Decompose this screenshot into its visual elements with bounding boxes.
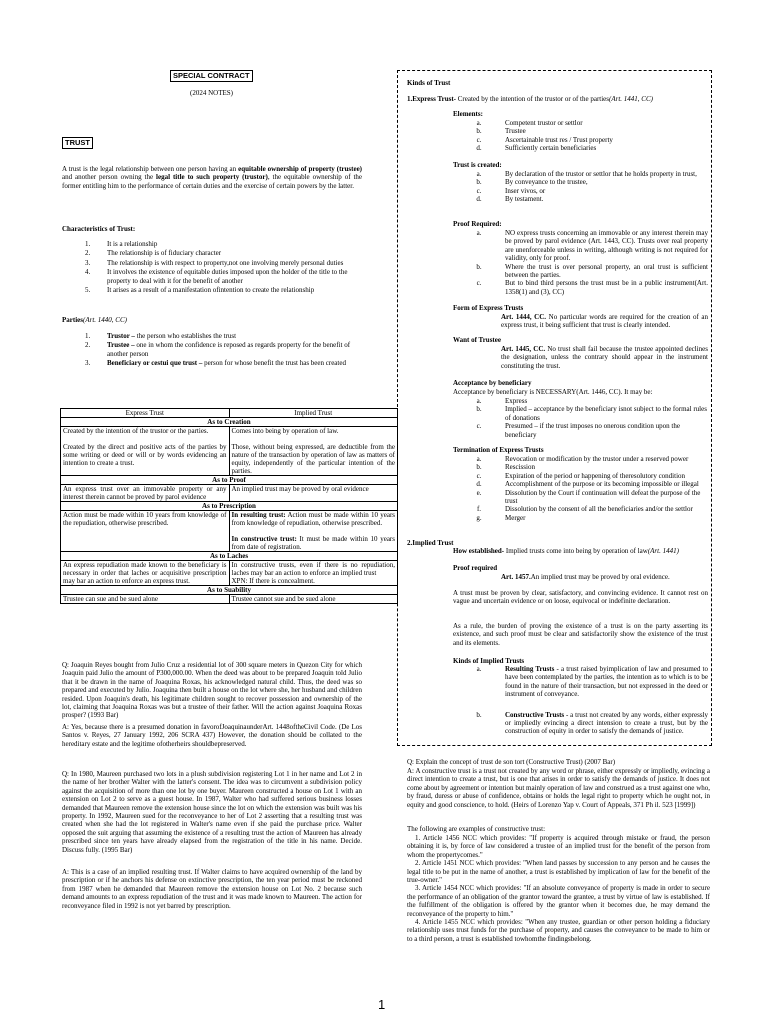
characteristic-item — [85, 249, 363, 257]
termination-item — [453, 472, 708, 480]
element-item — [453, 119, 708, 127]
implied-proof-paragraph-2: As a rule, the burden of proving the existence of a trust is on the party asserting its existence, and such proof must be clear and satisfactorily show the existence of the trust and its elements. — [453, 622, 708, 647]
qa-2-question: Q: In 1980, Maureen purchased two lots in a plush subdivision registering Lot 1 in her name and Lot 2 in the name of her brother Walter with the latter's consent. The idea was to circumvent a subdivision policy against the acquisition of more than one lot by one buyer. Maureen constructed a house on Lot 1 with an extension on Lot 2 to serve as a guest house. In 1987, Walter who had suffered serious business losses demanded that Maureen remove the extension house since the lot on which the extension was built was his property. In 1992, Maureen sued for the reconveyance to her of Lot 2 asserting that a resulting trust was created when she had the lot registered in Walter's name even if she paid the purchase price. Walter opposed the suit arguing that assuming the existence of a resulting trust the action of Maureen has already prescribed since ten years have already elapsed from the registration of the title in his name. Decide. Discuss fully. (1995 Bar) — [62, 770, 362, 854]
implied-trust-heading: 2.Implied Trust — [407, 539, 454, 547]
accept-item — [453, 397, 708, 405]
constructive-example: 4. Article 1455 NCC which provides: "When any trustee, guardian or other person holding a fiduciary relationship uses trust funds for the purchase of property, and causes the conveyance to be made to him or to a third person, a trust is established towhomthe findingsbelong. — [407, 918, 710, 943]
table-section-label: As to Proof — [61, 476, 398, 485]
party-term: Trustor – — [107, 332, 135, 340]
characteristic-item — [85, 259, 363, 267]
characteristic-item — [85, 240, 363, 248]
qa-1-answer: A: Yes, because there is a presumed donation in favorofJoaquinaunderArt. 1448oftheCivil Code. (De Los Santos v. Reyes, 27 January 1992, 206 SCRA 437) However, the donation should be collated to the hereditary estate and the legitime ofotherheirs shouldbepreserved. — [62, 723, 362, 748]
express-trust-definition: 1.Express Trust- Created by the intention of the trustor or of the parties(Art. 1441, CC) — [407, 95, 653, 103]
form-text: Art. 1444, CC. No particular words are required for the creation of an express trust, it being sufficient that trust is clearly intended. — [501, 313, 709, 330]
list-letter: b. — [476, 127, 482, 136]
created-item — [453, 187, 708, 195]
implied-cell: An implied trust may be proved by oral evidence — [229, 485, 398, 502]
list-letter: a. — [476, 170, 482, 178]
proof-item — [453, 279, 708, 296]
list-number: 5. — [85, 286, 91, 295]
list-letter: d. — [476, 480, 482, 489]
kinds-heading: Kinds of Trust — [407, 79, 451, 87]
examples-list — [407, 834, 710, 943]
accept-text: Acceptance by beneficiary is NECESSARY(Art. 1446, CC). It may be: — [453, 388, 653, 396]
party-item — [85, 341, 363, 358]
want-heading: Want of Trustee — [453, 336, 501, 344]
list-text: Implied – acceptance by the beneficiary isnot subject to the formal rules of donations — [505, 405, 707, 422]
table-section-label: As to Prescription — [61, 502, 398, 511]
implied-proof-paragraph-1: A trust must be proven by clear, satisfactory, and convincing evidence. It cannot rest on vague and uncertain evidence or on loose, equivocal or indefinite declaration. — [453, 589, 708, 606]
col-header-implied: Implied Trust — [229, 409, 398, 418]
list-letter: b. — [476, 405, 482, 414]
proof-item — [453, 229, 708, 263]
table-section-label: As to Laches — [61, 552, 398, 561]
list-letter: a. — [476, 665, 482, 673]
characteristic-item — [85, 286, 363, 294]
qa-2-answer: A: This is a case of an implied resulting trust. If Walter claims to have acquired ownership of the land by prescription or if he anchors his defense on extinctive prescription, the ten year period must be reckoned from 1987 when he demanded that Maureen remove the extension house on Lot No. 2 because such demand amounts to an express repudiation of the trust and it was made known to Maureen. The action for reconveyance filed in 1992 is not yet barred by prescription. — [62, 868, 362, 910]
constructive-label: In constructive trust: — [231, 535, 297, 543]
termination-item — [453, 463, 708, 471]
list-text: Revocation or modification by the trustor under a reserved power — [505, 455, 689, 463]
xpn-note: XPN: If there is concealment. — [231, 577, 315, 585]
list-text: By testament. — [505, 195, 544, 204]
created-item — [453, 195, 708, 203]
examples-lead: The following are examples of constructive trust: — [407, 825, 546, 833]
termination-item — [453, 514, 708, 522]
list-letter: b. — [476, 262, 482, 271]
proof-list — [453, 229, 708, 296]
created-item — [453, 178, 708, 186]
kinds-implied-list — [453, 665, 708, 736]
list-letter: c. — [476, 186, 482, 195]
element-item — [453, 136, 708, 144]
list-letter: c. — [476, 471, 482, 480]
party-text: Trustor – the person who establishes the trust — [107, 332, 237, 340]
implied-cell: In resulting trust: Action must be made within 10 years from knowledge of repudiation, otherwise prescribed. In constructive trust: It must be made within 10 years from date of registration. — [229, 511, 398, 552]
parties-heading: Parties(Art. 1440, CC) — [62, 316, 127, 324]
party-text: Beneficiary or cestui que trust – person for whose benefit the trust has been created — [107, 359, 346, 368]
list-number: 2. — [85, 341, 91, 350]
party-text: Trustee – one in whom the confidence is reposed as regards property for the benefit of another person — [107, 341, 351, 358]
list-text: It arises as a result of a manifestation ofintention to create the relationship — [107, 286, 315, 295]
proof-item — [453, 263, 708, 280]
characteristic-item — [85, 268, 363, 285]
accept-heading: Acceptance by beneficiary — [453, 379, 532, 387]
list-text: Trustee — [505, 127, 526, 136]
termination-item — [453, 480, 708, 488]
implied-cell: Trustee cannot sue and be sued alone — [229, 595, 398, 604]
list-text: Dissolution by the Court if continuation will defeat the purpose of the trust — [505, 488, 701, 506]
termination-heading: Termination of Express Trusts — [453, 446, 544, 454]
list-text: Express — [505, 397, 528, 405]
express-cell: Trustee can sue and be sued alone — [61, 595, 230, 604]
characteristics-list — [85, 240, 363, 295]
list-number: 3. — [85, 359, 91, 368]
elements-heading: Elements: — [453, 110, 483, 118]
created-list — [453, 170, 708, 204]
want-text: Art. 1445, CC. No trust shall fail because the trustee appointed declines the designation, unless the contrary should appear in the instrument constituting the trust. — [501, 345, 709, 370]
table-section-label: As to Creation — [61, 418, 398, 427]
list-text: It involves the existence of equitable duties imposed upon the holder of the title to the property to deal with it for the benefit of another — [107, 268, 348, 285]
accept-item — [453, 422, 708, 439]
resulting-label: In resulting trust: — [231, 511, 286, 519]
created-heading: Trust is created: — [453, 161, 502, 169]
implied-cell: Comes into being by operation of law. Those, without being expressed, are deductible from the nature of the transaction by operation of law as matters of equity, independently of the particular intention of the parties. — [229, 427, 398, 476]
list-letter: c. — [476, 422, 482, 431]
accept-list — [453, 397, 708, 439]
list-letter: c. — [476, 135, 482, 144]
list-letter: a. — [476, 119, 482, 127]
list-letter: a. — [476, 455, 482, 463]
implied-kind-item — [453, 665, 708, 699]
express-cell: An express repudiation made known to the beneficiary is necessary in order that laches or acquisitive prescription may bar an action to enforce an express trust. — [61, 561, 230, 586]
list-text: By declaration of the trustor or settlor that he holds property in trust, — [505, 170, 697, 178]
list-text: The relationship is with respect to property,not one involving merely personal duties — [107, 258, 344, 267]
termination-item — [453, 489, 708, 506]
list-text: Resulting Trusts - a trust raised byimplication of law and presumed to have been contemplated by the parties, the intention as to which is to be found in the nature of their transaction, but not expressed in the deed or instrument of conveyance. — [505, 665, 708, 699]
list-text: Merger — [505, 513, 526, 522]
list-letter: c. — [476, 279, 482, 288]
constructive-example: 2. Article 1451 NCC which provides: "When land passes by succession to any person and he causes the legal title to be put in the name of another, a trust is established by implication of law for the benefit of the true-owner." — [407, 859, 710, 885]
party-item — [85, 359, 363, 367]
comparison-table — [60, 408, 398, 604]
characteristics-heading: Characteristics of Trust: — [62, 225, 136, 233]
express-cell: An express trust over an immovable property or any interest therein cannot be proved by parol evidence — [61, 485, 230, 502]
party-term: Trustee – — [107, 341, 135, 350]
proof-heading: Proof Required: — [453, 220, 502, 228]
list-number: 2. — [85, 249, 91, 258]
list-letter: d. — [476, 195, 482, 204]
party-term: Beneficiary or cestui que trust – — [107, 359, 203, 368]
implied-kind-item — [453, 711, 708, 736]
list-letter: d. — [476, 144, 482, 153]
list-text: Where the trust is over personal property, an oral trust is sufficient between the parties. — [505, 262, 708, 280]
list-text: By conveyance to the trustee, — [505, 178, 588, 187]
list-letter: f. — [476, 505, 482, 514]
document-title: SPECIAL CONTRACT — [170, 70, 253, 82]
list-letter: e. — [476, 488, 482, 497]
list-text: Competent trustor or settlor — [505, 119, 583, 127]
page-number: 1 — [378, 997, 386, 1012]
list-text: Ascertainable trust res / Trust property — [505, 135, 613, 144]
proof-required-heading: Proof required — [453, 564, 498, 572]
list-text: Inser vivos, or — [505, 186, 546, 195]
list-number: 4. — [85, 268, 91, 277]
express-cell: Created by the intention of the trustor or the parties. Created by the direct and positive acts of the parties by some writing or deed or will or by words evidencing an intention to create a trust. — [61, 427, 230, 476]
implied-cell: In constructive trusts, even if there is no repudiation, laches may bar an action to enforce an implied trust XPN: If there is concealment. — [229, 561, 398, 586]
list-text: Dissolution by the consent of all the beneficiaries and/or the settlor — [505, 505, 693, 514]
list-text: Constructive Trusts - a trust not created by any words, either expressly or impliedly evincing a direct intension to create a trust, but by the construction of equity in order to satisfy the demands of justice. — [505, 710, 709, 736]
list-letter: b. — [476, 178, 482, 187]
list-text: But to bind third persons the trust must be in a public instrument(Art. 1358(1) and (3), CC) — [505, 279, 708, 296]
intro-paragraph: A trust is the legal relationship between one person having an equitable ownership of property (trustee) and another person owning the legal title to such property (trustor), the equitable ownership of the former entitling him to the performance of certain duties and the exercise of certain powers by the latter. — [62, 165, 363, 190]
element-item — [453, 144, 708, 152]
proof-required-text: Art. 1457.An implied trust may be proved by oral evidence. — [501, 573, 670, 581]
accept-item — [453, 405, 708, 422]
how-established: How established- Implied trusts come into being by operation of law(Art. 1441) — [453, 547, 679, 555]
constructive-example: 1. Article 1456 NCC which provides: "If property is acquired through mistake or fraud, the person obtaining it is, by force of law considered a trustee of an implied trust for the benefit of the person from whom the propertycomes." — [407, 834, 710, 859]
constructive-question: Q: Explain the concept of trust de son tort (Constructive Trust) (2007 Bar) — [407, 758, 616, 766]
notes-label: (2024 NOTES) — [190, 89, 233, 97]
form-heading: Form of Express Trusts — [453, 304, 524, 312]
express-cell: Action must be made within 10 years from knowledge of the repudiation, otherwise prescribed. — [61, 511, 230, 552]
termination-list — [453, 455, 708, 522]
list-letter: a. — [476, 229, 482, 237]
list-text: NO express trusts concerning an immovable or any interest therein may be proved by parol evidence (Art. 1443, CC). Trusts over real property are unenforceable unless in writing, although writing is not required for validity, only for proof. — [505, 229, 708, 263]
qa-1-question: Q: Joaquin Reyes bought from Julio Cruz a residential lot of 300 square meters in Quezon City for which Joaquin paid Julio the amount of P300,000.00. When the deed was about to be prepared Joaquin told Julio that it be drawn in the name of Joaquina Roxas, his acknowledged natural child. Thus, the deed was so prepared and executed by Julio. Joaquina then built a house on the lot where she, her husband and children resided. Upon Joaquin's death, his legitimate children sought to recover possession and ownership of the lot, claiming that Joaquina Roxas was but a trustee of their father. Will the action against Joaquina Roxas prosper? (1993 Bar) — [62, 661, 362, 720]
list-letter: b. — [476, 710, 482, 719]
kinds-implied-heading: Kinds of Implied Trusts — [453, 657, 525, 665]
list-text: Rescission — [505, 463, 535, 472]
comparison-table-grid — [60, 408, 398, 604]
constructive-example: 3. Article 1454 NCC which provides: "If an absolute conveyance of property is made in order to secure the performance of an obligation of the grantor toward the grantee, a trust by virtue of law is established. If the fulfillment of the obligation is offered by the grantor when it becomes due, he may demand the reconveyance of the property to him." — [407, 884, 710, 918]
list-number: 3. — [85, 258, 91, 267]
list-term: Constructive Trusts — [505, 710, 565, 719]
termination-item — [453, 505, 708, 513]
list-letter: a. — [476, 397, 482, 405]
list-term: Resulting Trusts — [505, 665, 555, 673]
list-text: Sufficiently certain beneficiaries — [505, 144, 597, 153]
list-text: Accomplishment of the purpose or its becoming impossible or illegal — [505, 480, 699, 489]
list-number: 1. — [85, 240, 91, 248]
list-letter: b. — [476, 463, 482, 472]
list-text: Expiration of the period or happening of theresolutory condition — [505, 471, 686, 480]
parties-list — [85, 332, 363, 369]
list-letter: g. — [476, 513, 482, 522]
created-item — [453, 170, 708, 178]
table-section-label: As to Suability — [61, 586, 398, 595]
termination-item — [453, 455, 708, 463]
col-header-express: Express Trust — [61, 409, 230, 418]
constructive-answer: A: A constructive trust is a trust not created by any word or phrase, either expressly or impliedly, evincing a direct intention to create a trust, but is one that arises in order to satisfy the demands of justice. It does not come about by agreement or intention but mainly operation of law and construed as a trust against one who, by fraud, duress or abuse of confidence, obtains or holds the legal right to property which he ought not, in equity and good conscience, to hold. (Heirs of Lorenzo Yap v. Court of Appeals, 371 Ph il. 523 [1999]) — [407, 767, 710, 809]
list-text: Presumed – if the trust imposes no onerous condition upon the beneficiary — [505, 422, 680, 439]
list-text: The relationship is of fiduciary character — [107, 249, 222, 258]
elements-list — [453, 119, 708, 153]
party-item — [85, 332, 363, 340]
list-text: It is a relationship — [107, 240, 158, 248]
list-number: 1. — [85, 332, 91, 340]
section-title-trust: TRUST — [62, 137, 93, 149]
element-item — [453, 127, 708, 135]
